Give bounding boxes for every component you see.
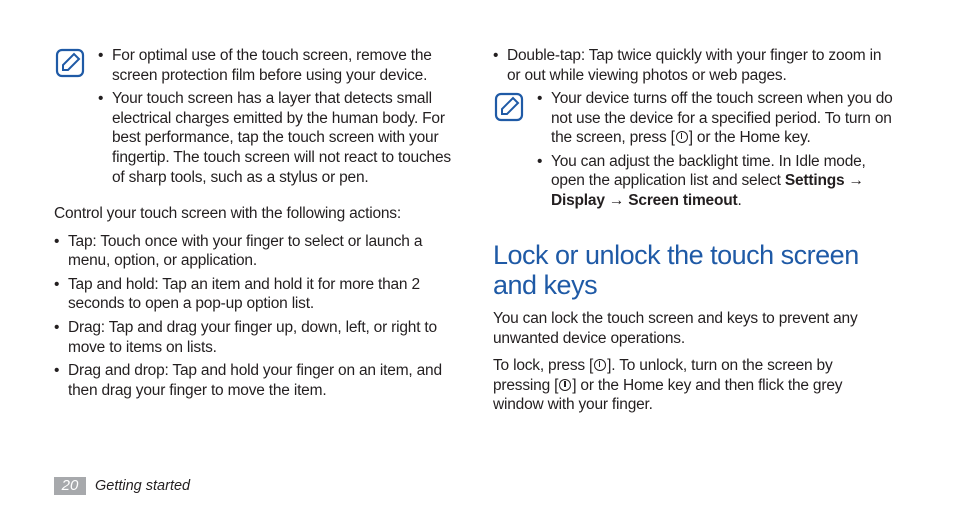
action-item: • Drag: Tap and drag your finger up, down, left, or right to move to items on lists. bbox=[54, 318, 458, 357]
note-item: • Your device turns off the touch screen when you do not use the device for a specified period. To turn on the screen, press [ ] or the Home key. bbox=[537, 89, 893, 148]
action-item: • Tap and hold: Tap an item and hold it for more than 2 seconds to open a pop-up option list. bbox=[54, 275, 458, 314]
menu-screen-timeout: Screen timeout bbox=[628, 191, 738, 209]
note-item: • You can adjust the backlight time. In Idle mode, open the application list and select Settings → Display → Screen timeout. bbox=[537, 152, 893, 211]
body-paragraph: You can lock the touch screen and keys to prevent any unwanted device operations. bbox=[493, 310, 858, 347]
right-body bbox=[493, 309, 893, 415]
action-item: • Drag and drop: Tap and hold your finger on an item, and then drag your finger to move the item. bbox=[54, 361, 458, 400]
power-icon bbox=[594, 359, 606, 371]
left-notes bbox=[98, 46, 458, 191]
section-heading: Lock or unlock the touch screen and keys bbox=[493, 240, 859, 300]
right-bullets bbox=[493, 46, 893, 89]
section-title: Getting started bbox=[95, 478, 191, 494]
note-pen-icon bbox=[494, 92, 524, 122]
note-pen-icon bbox=[55, 48, 85, 78]
menu-settings: Settings bbox=[784, 172, 845, 190]
menu-display: Display bbox=[551, 191, 605, 209]
action-item: • Double-tap: Tap twice quickly with your finger to zoom in or out while viewing photos or web pages. bbox=[493, 46, 893, 85]
page-number: 20 bbox=[54, 477, 86, 495]
note-item: • Your touch screen has a layer that detects small electrical charges emitted by the human body. For best performance, tap the touch screen with your fingertip. The touch screen will not react to touches of sharp tools, such as a stylus or pen. bbox=[98, 89, 458, 187]
power-icon bbox=[676, 131, 688, 143]
power-icon bbox=[559, 379, 571, 391]
action-item: • Tap: Touch once with your finger to select or launch a menu, option, or application. bbox=[54, 232, 458, 271]
left-actions bbox=[54, 204, 458, 404]
intro-text: Control your touch screen with the following actions: bbox=[54, 205, 401, 222]
right-notes bbox=[537, 89, 893, 215]
page-footer bbox=[54, 477, 190, 495]
note-item: • For optimal use of the touch screen, remove the screen protection film before using your device. bbox=[98, 46, 458, 85]
body-paragraph: To lock, press [ ]. To unlock, turn on the screen by pressing [ ] or the Home key and then flick the grey window with your finger. bbox=[493, 357, 843, 414]
